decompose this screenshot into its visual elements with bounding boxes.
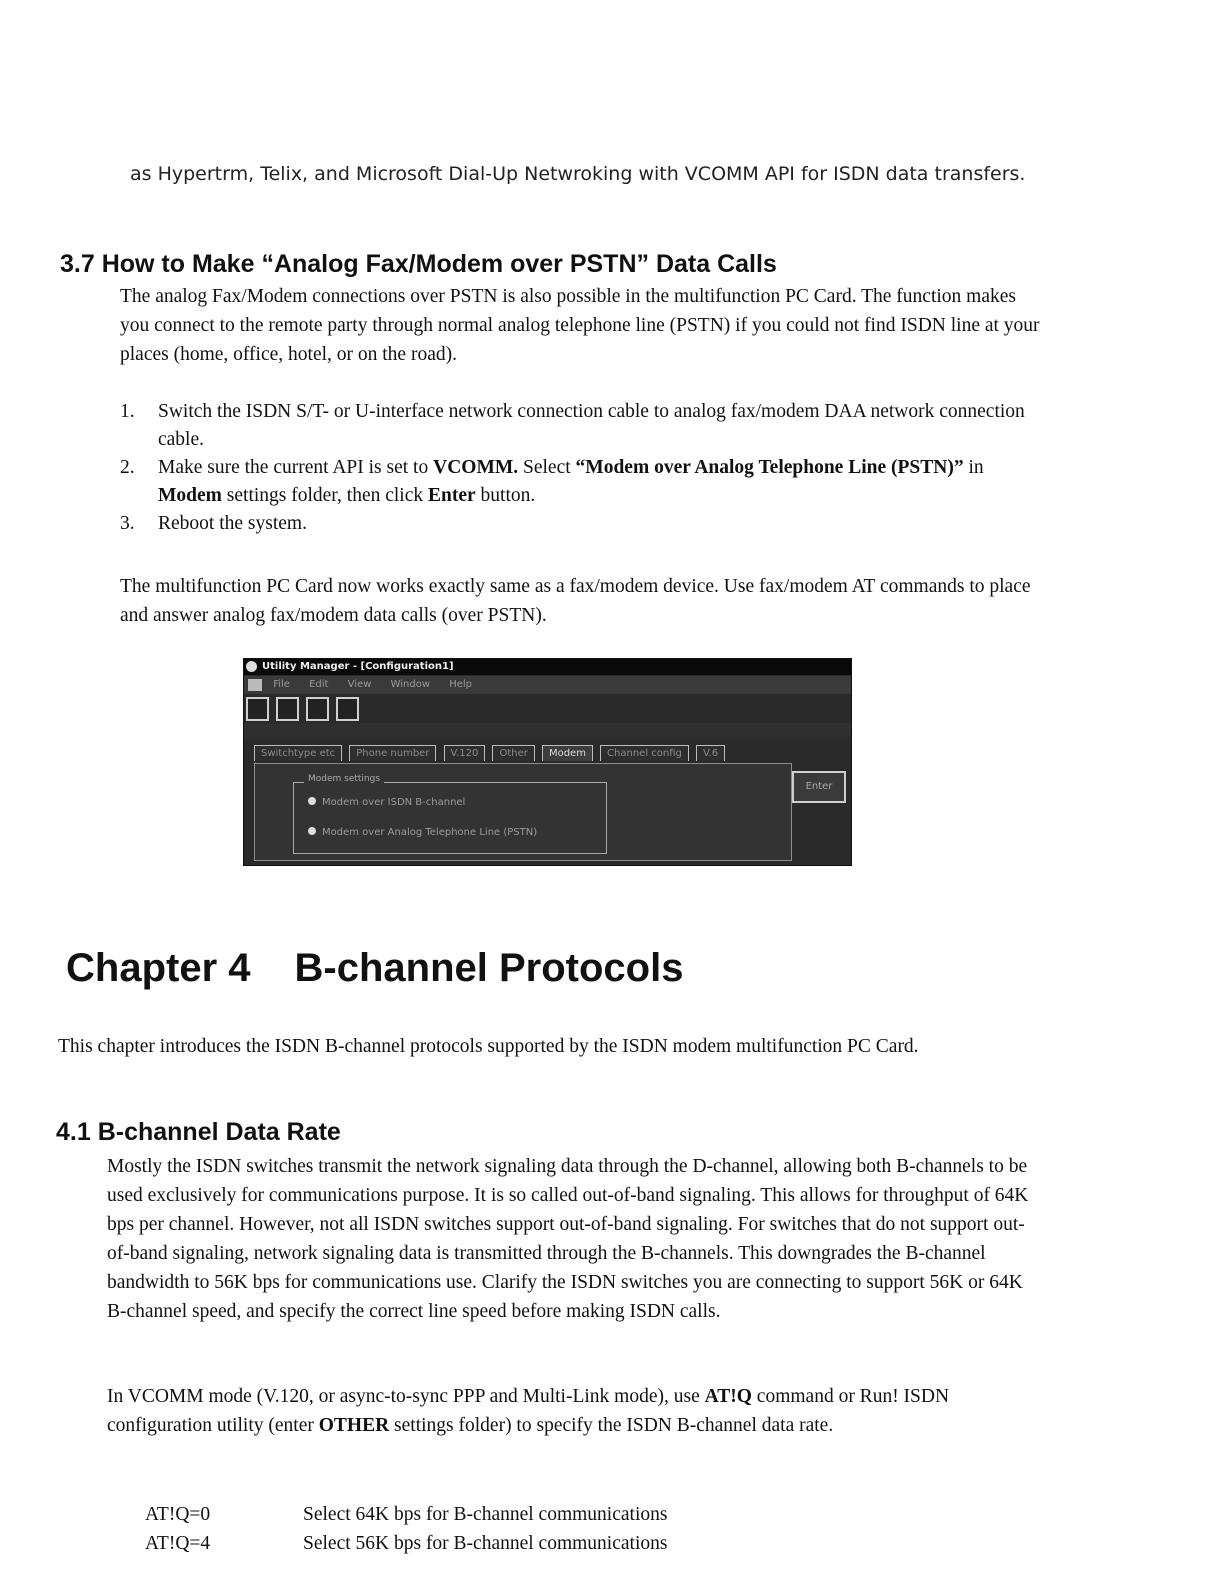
command-description: Select 56K bps for B-channel communications bbox=[303, 1533, 668, 1554]
save-icon[interactable] bbox=[306, 697, 329, 721]
step-1-text: Switch the ISDN S/T- or U-interface network connection cable to analog fax/modem DAA network connection cable. bbox=[158, 401, 1025, 450]
toolbar bbox=[246, 697, 361, 723]
toolbar-divider bbox=[244, 723, 851, 737]
menu-view[interactable]: View bbox=[347, 679, 372, 690]
app-icon bbox=[246, 661, 257, 672]
help-icon[interactable] bbox=[336, 697, 359, 721]
chapter-heading bbox=[66, 946, 683, 991]
tab-switchtype[interactable]: Switchtype etc bbox=[254, 745, 342, 761]
menu-window[interactable]: Window bbox=[390, 679, 431, 690]
radio-icon bbox=[308, 827, 316, 835]
section-4-1-heading: 4.1 B-channel Data Rate bbox=[56, 1118, 341, 1146]
step-1: 1. Switch the ISDN S/T- or U-interface network connection cable to analog fax/modem DAA network connection cable. bbox=[120, 401, 1025, 450]
tab-phone-number[interactable]: Phone number bbox=[349, 745, 436, 761]
tab-channel-config[interactable]: Channel config bbox=[600, 745, 689, 761]
command-code: AT!Q=0 bbox=[145, 1504, 211, 1525]
modem-settings-group bbox=[293, 774, 607, 854]
group-label: Modem settings bbox=[304, 774, 384, 784]
chapter-title: B-channel Protocols bbox=[294, 946, 684, 990]
option-modem-pstn[interactable]: Modem over Analog Telephone Line (PSTN) bbox=[308, 827, 537, 838]
utility-manager-screenshot bbox=[243, 658, 852, 866]
enter-button[interactable]: Enter bbox=[792, 771, 846, 803]
section-3-7-closing: The multifunction PC Card now works exactly same as a fax/modem device. Use fax/modem AT commands to place and answer analog fax/modem data calls (over PSTN). bbox=[120, 576, 1031, 626]
step-3-text: Reboot the system. bbox=[158, 513, 307, 534]
window-titlebar bbox=[244, 659, 851, 675]
tab-v120[interactable]: V.120 bbox=[444, 745, 486, 761]
tab-v6[interactable]: V.6 bbox=[696, 745, 725, 761]
step-3: 3. Reboot the system. bbox=[120, 513, 307, 534]
section-4-1-paragraph-1: Mostly the ISDN switches transmit the network signaling data through the D-channel, allowing both B-channels to be used exclusively for communications purpose. It is so called out-of-band signaling. This allows for throughput of 64K bps per channel. However, not all ISDN switches support out-of-band signaling. For switches that do not support out-of-band signaling, network signaling data is transmitted through the B-channels. This downgrades the B-channel bandwidth to 56K bps for communications use. Clarify the ISDN switches you are connecting to support 56K or 64K B-channel speed, and specify the correct line speed before making ISDN calls. bbox=[107, 1156, 1029, 1322]
section-3-7-heading: 3.7 How to Make “Analog Fax/Modem over PSTN” Data Calls bbox=[60, 250, 777, 278]
menu-edit[interactable]: Edit bbox=[309, 679, 329, 690]
chapter-number: Chapter 4 bbox=[66, 946, 251, 990]
command-code: AT!Q=4 bbox=[145, 1533, 211, 1554]
section-4-1-paragraph-2: In VCOMM mode (V.120, or async-to-sync PPP and Multi-Link mode), use AT!Q command or Run! ISDN configuration utility (enter OTHER settings folder) to specify the ISDN B-channel data rate. bbox=[107, 1386, 950, 1436]
tab-modem[interactable]: Modem bbox=[542, 745, 593, 761]
modem-settings-panel bbox=[254, 763, 792, 861]
section-3-7-paragraph: The analog Fax/Modem connections over PSTN is also possible in the multifunction PC Card. The function makes you connect to the remote party through normal analog telephone line (PSTN) if you could not find ISDN line at your places (home, office, hotel, or on the road). bbox=[120, 286, 1040, 365]
chapter-intro: This chapter introduces the ISDN B-channel protocols supported by the ISDN modem multifunction PC Card. bbox=[58, 1036, 919, 1057]
window-title: Utility Manager - [Configuration1] bbox=[262, 661, 454, 672]
command-description: Select 64K bps for B-channel communications bbox=[303, 1504, 668, 1525]
open-icon[interactable] bbox=[276, 697, 299, 721]
system-menu-icon[interactable] bbox=[248, 679, 262, 691]
settings-tabs bbox=[254, 741, 727, 763]
menu-help[interactable]: Help bbox=[449, 679, 473, 690]
tab-other[interactable]: Other bbox=[492, 745, 534, 761]
menu-bar bbox=[244, 676, 851, 694]
new-icon[interactable] bbox=[246, 697, 269, 721]
steps-list bbox=[120, 398, 1040, 538]
radio-selected-icon bbox=[308, 797, 316, 805]
menu-file[interactable]: File bbox=[273, 679, 290, 690]
step-2: 2. Make sure the current API is set to VCOMM. Select “Modem over Analog Telephone Line (PSTN)” in Modem settings folder, then click Enter button. bbox=[120, 457, 984, 506]
intro-text: as Hypertrm, Telix, and Microsoft Dial-Up Netwroking with VCOMM API for ISDN data transfers. bbox=[130, 163, 1026, 185]
option-modem-isdn[interactable]: Modem over ISDN B-channel bbox=[308, 797, 465, 808]
